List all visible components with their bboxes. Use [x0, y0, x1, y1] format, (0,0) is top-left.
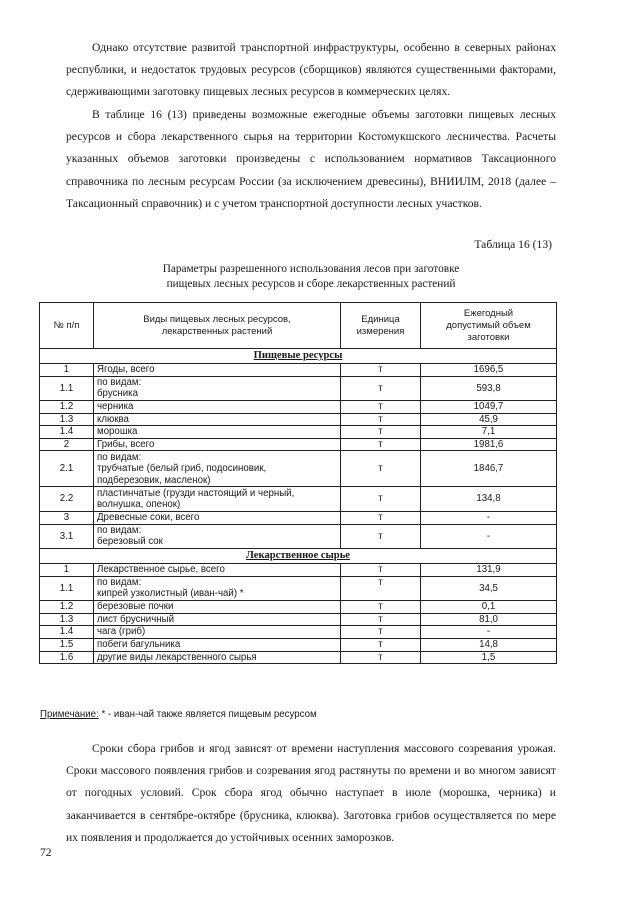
row-unit: т: [341, 451, 421, 487]
table-row: [40, 651, 557, 664]
row-name-line-1: по видам:: [97, 576, 142, 588]
row-volume: 1981,6: [421, 438, 557, 451]
table-row: [40, 364, 557, 377]
row-unit: т: [341, 651, 421, 664]
row-num: 1.3: [40, 613, 94, 626]
row-unit: т: [341, 487, 421, 512]
section-food-title: Пищевые ресурсы: [40, 349, 557, 364]
row-unit: т: [341, 626, 421, 639]
table-row: [40, 401, 557, 414]
row-num: 1.2: [40, 401, 94, 414]
header-num: № п/п: [40, 303, 94, 349]
table-title: [66, 262, 556, 291]
row-name: [94, 376, 341, 401]
header-unit-line-2: измерения: [356, 325, 405, 337]
row-name-line-1: по видам:: [97, 376, 142, 388]
row-volume: -: [421, 524, 557, 549]
row-unit: т: [341, 401, 421, 414]
row-volume: 1696,5: [421, 364, 557, 377]
note-text: * - иван-чай также является пищевым ресурсом: [98, 709, 317, 720]
row-name: клюква: [94, 413, 341, 426]
header-unit-line-1: Единица: [361, 313, 400, 325]
row-num: 1.6: [40, 651, 94, 664]
table-row: [40, 524, 557, 549]
row-unit: т: [341, 524, 421, 549]
row-name: Грибы, всего: [94, 438, 341, 451]
table-row: [40, 576, 557, 601]
section-food-row: [40, 349, 557, 364]
row-name-line-2: трубчатые (белый гриб, подосиновик,: [97, 463, 267, 475]
row-name: Лекарственное сырье, всего: [94, 564, 341, 577]
row-unit: т: [341, 438, 421, 451]
table-row: [40, 413, 557, 426]
row-name: [94, 524, 341, 549]
row-unit: т: [341, 364, 421, 377]
row-unit: т: [341, 511, 421, 524]
row-name: [94, 487, 341, 512]
row-volume: -: [421, 511, 557, 524]
row-volume: 7,1: [421, 426, 557, 439]
row-volume: 1846,7: [421, 451, 557, 487]
header-type-line-2: лекарственных растений: [161, 325, 273, 337]
table-row: [40, 613, 557, 626]
table-row: [40, 376, 557, 401]
row-name-line-1: по видам:: [97, 524, 142, 536]
table-row: [40, 451, 557, 487]
resources-table: [39, 302, 557, 664]
row-volume: -: [421, 626, 557, 639]
row-name: лист брусничный: [94, 613, 341, 626]
table-row: [40, 511, 557, 524]
row-num: 1.1: [40, 576, 94, 601]
row-name-line-1: пластинчатые (грузди настоящий и черный,: [97, 487, 295, 499]
row-volume: 1,5: [421, 651, 557, 664]
header-volume-line-2: допустимый объем: [446, 319, 531, 331]
row-name: Ягоды, всего: [94, 364, 341, 377]
row-name: другие виды лекарственного сырья: [94, 651, 341, 664]
row-name: березовые почки: [94, 601, 341, 614]
table-row: [40, 601, 557, 614]
row-unit: т: [341, 426, 421, 439]
header-type: [94, 303, 341, 349]
row-volume: 45,9: [421, 413, 557, 426]
row-num: 3.1: [40, 524, 94, 549]
row-name: [94, 451, 341, 487]
row-num: 2.2: [40, 487, 94, 512]
header-volume: [421, 303, 557, 349]
page-number: 72: [40, 846, 52, 859]
table-title-line-1: Параметры разрешенного использования лесов при заготовке: [162, 263, 460, 275]
row-name-line-2: березовый сок: [97, 536, 163, 548]
paragraph-2: В таблице 16 (13) приведены возможные ежегодные объемы заготовки пищевых лесных ресурсов и сбора лекарственного сырья на территории Костомукшского лесничества. Расчеты указанных объемов заготовки произведены с использованием нормативов Таксационного справочника по лесным ресурсам России (за исключением древесины), ВНИИЛМ, 2018 (далее – Таксационный справочник) и с учетом транспортной доступности лесных участков.: [66, 108, 556, 210]
table-row: [40, 564, 557, 577]
row-num: 1.5: [40, 638, 94, 651]
row-num: 1.4: [40, 426, 94, 439]
row-volume: 593,8: [421, 376, 557, 401]
table-label: Таблица 16 (13): [474, 238, 552, 251]
table-header-row: [40, 303, 557, 349]
row-unit: т: [341, 376, 421, 401]
section-medicinal-row: [40, 549, 557, 564]
row-num: 1.3: [40, 413, 94, 426]
row-name: побеги багульника: [94, 638, 341, 651]
row-num: 1.2: [40, 601, 94, 614]
row-name-line-2: кипрей узколистный (иван-чай) *: [97, 588, 244, 600]
row-num: 1.1: [40, 376, 94, 401]
row-num: 3: [40, 511, 94, 524]
row-name-line-2: волнушка, опенок): [97, 499, 181, 511]
row-unit: т: [341, 576, 421, 601]
header-unit: [341, 303, 421, 349]
table-row: [40, 638, 557, 651]
row-volume: 134,8: [421, 487, 557, 512]
row-name-line-3: подберезовик, масленок): [97, 474, 211, 486]
row-unit: т: [341, 613, 421, 626]
row-name: [94, 576, 341, 601]
paragraph-3: Сроки сбора грибов и ягод зависят от времени наступления массового созревания урожая. Сроки массового появления грибов и созревания ягод растянуты по времени и во многом зависят от погодных условий. Срок сбора ягод обычно наступает в июле (морошка, черника) и заканчивается в сентябре-октябре (брусника, клюква). Заготовка грибов осуществляется по мере их появления и продолжается до устойчивых осенних заморозков.: [66, 742, 556, 844]
row-unit: т: [341, 413, 421, 426]
header-volume-line-1: Ежегодный: [463, 307, 514, 319]
row-name: черника: [94, 401, 341, 414]
paragraph-1: Однако отсутствие развитой транспортной инфраструктуры, особенно в северных районах республики, и недостаток трудовых ресурсов (сборщиков) являются существенными факторами, сдерживающими заготовку пищевых лесных ресурсов в коммерческих целях.: [66, 41, 556, 99]
table-note: [40, 709, 317, 720]
header-type-line-1: Виды пищевых лесных ресурсов,: [143, 313, 291, 325]
table-row: [40, 438, 557, 451]
header-volume-line-3: заготовки: [467, 331, 510, 343]
row-name: Древесные соки, всего: [94, 511, 341, 524]
row-name: чага (гриб): [94, 626, 341, 639]
table-row: [40, 426, 557, 439]
note-label: Примечание:: [40, 709, 99, 720]
row-unit: т: [341, 564, 421, 577]
row-name: морошка: [94, 426, 341, 439]
row-num: 1.4: [40, 626, 94, 639]
row-volume: 0,1: [421, 601, 557, 614]
row-num: 2.1: [40, 451, 94, 487]
row-volume: 81,0: [421, 613, 557, 626]
table-row: [40, 487, 557, 512]
row-name-line-2: брусника: [97, 388, 139, 400]
row-volume: 14,8: [421, 638, 557, 651]
row-num: 1: [40, 564, 94, 577]
row-unit: т: [341, 601, 421, 614]
section-medicinal-title: Лекарственное сырье: [40, 549, 557, 564]
row-num: 1: [40, 364, 94, 377]
table-title-line-2: пищевых лесных ресурсов и сборе лекарственных растений: [166, 277, 456, 290]
row-volume: 1049,7: [421, 401, 557, 414]
row-num: 2: [40, 438, 94, 451]
row-volume: 131,9: [421, 564, 557, 577]
row-unit: т: [341, 638, 421, 651]
row-volume: 34,5: [421, 576, 557, 601]
table-row: [40, 626, 557, 639]
row-name-line-1: по видам:: [97, 451, 142, 463]
